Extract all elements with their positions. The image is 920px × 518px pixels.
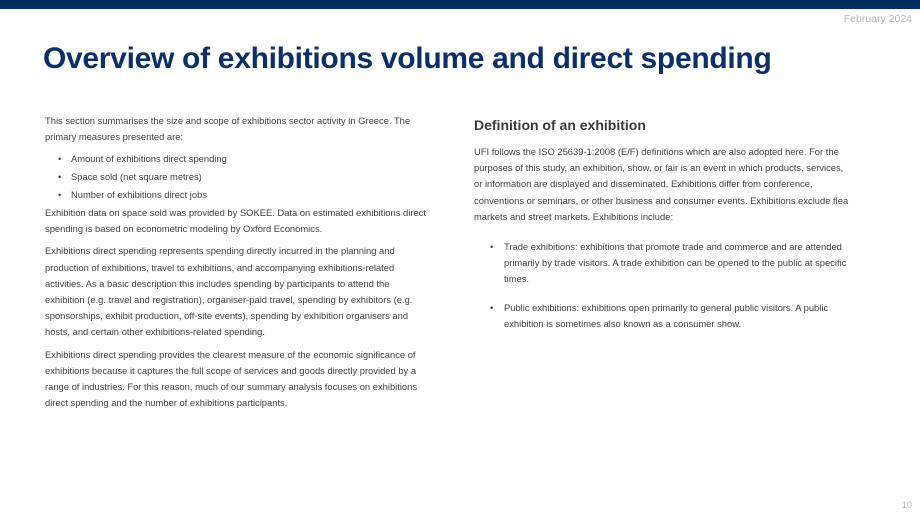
list-item <box>474 300 854 332</box>
list-item-text: Public exhibitions: exhibitions open primarily to general public visitors. A public exhibition is sometimes also known as a consumer show. <box>504 301 829 329</box>
bullet-icon: • <box>58 171 62 183</box>
definition-heading: Definition of an exhibition <box>474 117 646 133</box>
definition-paragraph: UFI follows the ISO 25639-1:2008 (E/F) definitions which are also adopted here. For the purposes of this study, an exhibition, show, or fair is an event in which products, services, or information are displayed and disseminated. Exhibitions differ from conference, conventions or seminars, or other business and consumer events. Exhibitions exclude flea markets and street markets. Exhibitions include: <box>474 146 849 222</box>
list-item <box>45 187 431 203</box>
page-number: 10 <box>901 500 912 510</box>
list-item-text: Number of exhibitions direct jobs <box>71 188 208 200</box>
list-item <box>474 239 854 288</box>
bullet-icon: • <box>58 188 62 200</box>
bullet-icon: • <box>58 153 62 165</box>
measures-list <box>45 151 431 203</box>
top-brand-bar <box>0 0 920 9</box>
intro-paragraph: This section summarises the size and scope of exhibitions sector activity in Greece. The primary measures presented are: <box>45 115 411 143</box>
list-item-text: Space sold (net square metres) <box>71 171 202 183</box>
bullet-icon: • <box>490 241 494 253</box>
data-source-paragraph: Exhibition data on space sold was provided by SOKEE. Data on estimated exhibitions direct spending is based on econometric modeling by Oxford Economics. <box>45 207 426 235</box>
list-item-text: Trade exhibitions: exhibitions that promote trade and commerce and are attended primarily by trade visitors. A trade exhibition can be opened to the public at specific times. <box>504 241 847 285</box>
list-item <box>45 169 431 185</box>
page-title: Overview of exhibitions volume and direct spending <box>43 42 772 75</box>
bullet-icon: • <box>490 301 494 313</box>
list-item <box>45 151 431 167</box>
exhibition-types-list <box>474 239 854 332</box>
direct-spending-paragraph: Exhibitions direct spending represents spending directly incurred in the planning and production of exhibitions, travel to exhibitions, and accompanying exhibitions-related activities. As a basic description this includes spending by participants to attend the exhibition (e.g. travel and registration), organiser-paid travel, spending by exhibitors (e.g. sponsorships, exhibit production, off-site events), spending by exhibition organisers and hosts, and certain other exhibitions-related spending. <box>45 245 413 338</box>
report-date: February 2024 <box>843 13 912 25</box>
right-column <box>474 115 854 344</box>
left-column <box>45 113 431 417</box>
significance-paragraph: Exhibitions direct spending provides the clearest measure of the economic significance of exhibitions because it captures the full scope of services and goods directly provided by a range of industries. For this reason, much of our summary analysis focuses on exhibitions direct spending and the number of exhibitions participants. <box>45 348 418 409</box>
list-item-text: Amount of exhibitions direct spending <box>71 153 227 165</box>
